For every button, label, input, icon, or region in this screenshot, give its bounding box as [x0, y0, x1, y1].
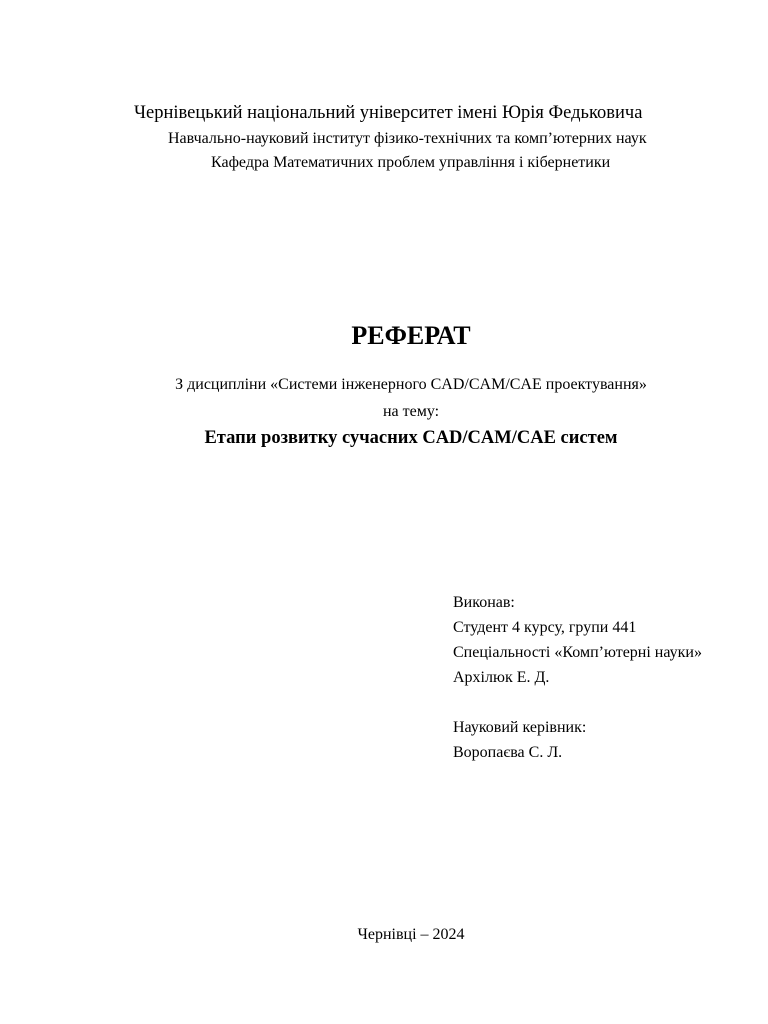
supervisor-name: Воропаєва С. Л.: [453, 744, 563, 761]
topic-title: Етапи розвитку сучасних CAD/CAM/CAE систем: [204, 428, 618, 448]
discipline-line: З дисципліни «Системи інженерного CAD/CAM/CAE проектування»: [175, 376, 647, 393]
university-name: Чернівецький національний університет імені Юрія Федьковича: [134, 103, 643, 123]
document-type-title: РЕФЕРАТ: [351, 321, 471, 350]
author-student-info: Студент 4 курсу, групи 441: [453, 619, 637, 636]
institute-name: Навчально-науковий інститут фізико-технічних та комп’ютерних наук: [168, 130, 647, 147]
department-name: Кафедра Математичних проблем управління і кібернетики: [211, 154, 611, 171]
author-specialty: Спеціальності «Комп’ютерні науки»: [453, 644, 702, 661]
city-year: Чернівці – 2024: [357, 926, 465, 943]
supervisor-label: Науковий керівник:: [453, 719, 587, 736]
author-label: Виконав:: [453, 594, 515, 611]
author-name: Архілюк Е. Д.: [453, 669, 550, 686]
topic-lead: на тему:: [382, 403, 440, 420]
